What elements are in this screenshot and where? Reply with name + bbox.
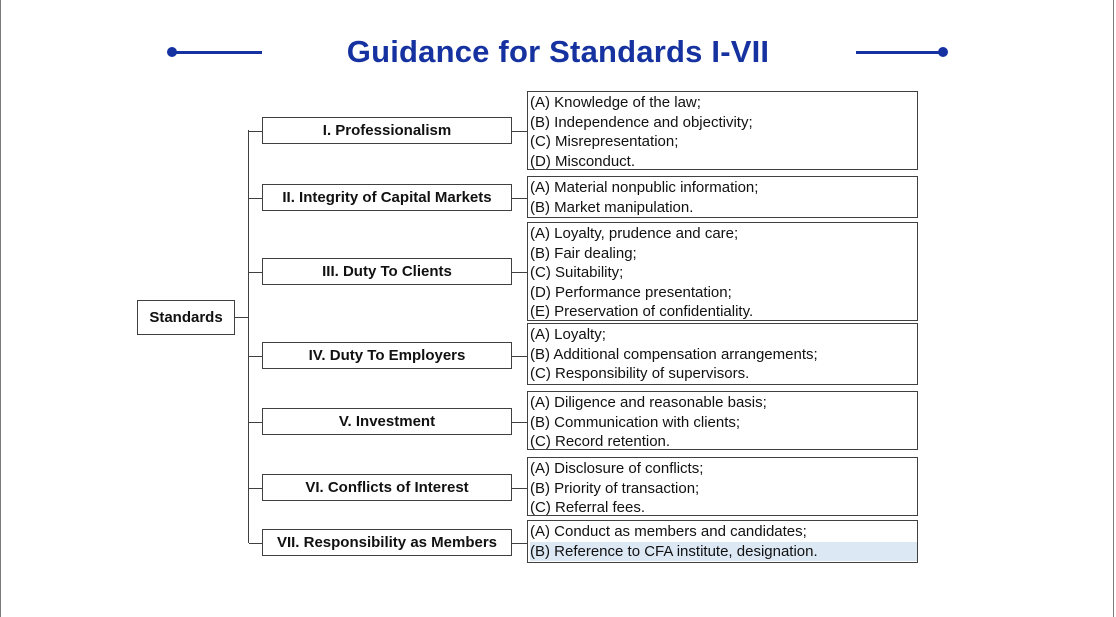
standard-1-branch-connector [249, 131, 262, 132]
standard-6-item-c: (C) Referral fees. [530, 499, 646, 516]
standard-4-detail-connector [512, 356, 527, 357]
root-connector [235, 317, 249, 318]
standard-4-item-b: (B) Additional compensation arrangements; [530, 345, 818, 363]
standard-5-detail-list [527, 391, 918, 450]
standard-5-item-c: (C) Record retention. [530, 433, 671, 450]
standard-1-label: I. Professionalism [322, 122, 452, 139]
standard-6-detail-connector [512, 488, 527, 489]
standard-5-label: V. Investment [338, 413, 436, 430]
standard-3-item-c: (C) Suitability; [530, 264, 624, 281]
standard-7-item-a: (A) Conduct as members and candidates; [530, 523, 807, 540]
standard-3-item-d: (D) Performance presentation; [530, 283, 732, 301]
standard-6-item-a: (A) Disclosure of conflicts; [530, 460, 704, 477]
standard-6-box [262, 474, 512, 501]
standard-5-item-a: (A) Diligence and reasonable basis; [530, 394, 767, 411]
standard-7-branch-connector [249, 543, 262, 544]
standard-5-item-b: (B) Communication with clients; [530, 413, 741, 431]
standard-3-item-b: (B) Fair dealing; [530, 244, 637, 262]
right-decor-line [856, 51, 944, 54]
standard-4-item-c: (C) Responsibility of supervisors. [530, 365, 750, 382]
standard-2-item-b: (B) Market manipulation. [530, 198, 694, 216]
standard-7-detail-list [527, 520, 918, 563]
standard-3-item-a: (A) Loyalty, prudence and care; [530, 225, 739, 242]
standard-4-label: IV. Duty To Employers [308, 347, 466, 364]
standard-3-item-e: (E) Preservation of confidentiality. [530, 303, 754, 320]
standard-3-box [262, 258, 512, 285]
standard-5-box [262, 408, 512, 435]
standard-2-label: II. Integrity of Capital Markets [282, 189, 492, 206]
standard-1-item-b: (B) Independence and objectivity; [530, 113, 753, 131]
standard-3-branch-connector [249, 272, 262, 273]
page-title: Guidance for Standards I-VII [346, 34, 770, 69]
root-node-standards: Standards [137, 300, 235, 335]
standard-1-item-c: (C) Misrepresentation; [530, 133, 679, 150]
standard-1-item-a: (A) Knowledge of the law; [530, 94, 701, 111]
standard-7-detail-connector [512, 543, 527, 544]
standard-6-branch-connector [249, 488, 262, 489]
standard-3-detail-connector [512, 272, 527, 273]
standard-4-branch-connector [249, 356, 262, 357]
standard-7-item-b: (B) Reference to CFA institute, designation. [530, 542, 918, 562]
standard-4-detail-list [527, 323, 918, 385]
standard-4-box [262, 342, 512, 369]
standard-1-item-d: (D) Misconduct. [530, 152, 636, 170]
standard-5-branch-connector [249, 422, 262, 423]
standard-3-label: III. Duty To Clients [322, 263, 452, 280]
standard-1-detail-list [527, 91, 918, 170]
standard-3-detail-list [527, 222, 918, 321]
standard-6-label: VI. Conflicts of Interest [305, 479, 469, 496]
standard-2-detail-connector [512, 198, 527, 199]
standard-7-box [262, 529, 512, 556]
standard-1-box [262, 117, 512, 144]
standard-1-detail-connector [512, 131, 527, 132]
standard-5-detail-connector [512, 422, 527, 423]
standard-2-item-a: (A) Material nonpublic information; [530, 179, 759, 196]
standard-2-detail-list [527, 176, 918, 218]
trunk-line [248, 130, 249, 543]
standard-6-detail-list [527, 457, 918, 516]
standard-7-label: VII. Responsibility as Members [276, 534, 498, 551]
standard-2-branch-connector [249, 198, 262, 199]
standard-4-item-a: (A) Loyalty; [530, 326, 606, 343]
right-decor-dot [938, 47, 948, 57]
standard-6-item-b: (B) Priority of transaction; [530, 479, 700, 497]
standard-2-box [262, 184, 512, 211]
